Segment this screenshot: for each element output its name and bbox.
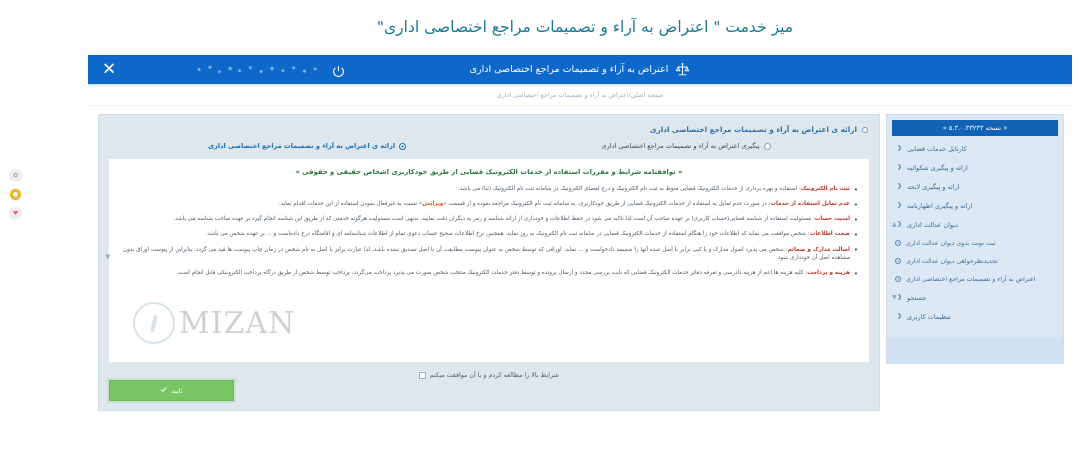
sidebar-subitem-eteraz-ara[interactable]	[891, 270, 1059, 288]
settings-circle-icon[interactable]: ✿	[10, 170, 21, 181]
term-heading: اصالت مدارک و ضمائم	[787, 246, 850, 253]
term-item	[119, 215, 859, 230]
radio-option-submit[interactable]	[110, 142, 504, 150]
main-content	[88, 106, 886, 453]
confirm-button-label: تایید	[171, 386, 183, 395]
radio-option-label: پیگیری اعتراض به آراء و تصمیمات مراجع اختصاصی اداری	[601, 142, 760, 150]
breadcrumb-current: اعتراض به آراء و تصمیمات مراجع اختصاصی اداری	[496, 92, 629, 99]
collapse-chevron-icon[interactable]: ▼	[105, 253, 111, 261]
service-panel	[98, 114, 880, 411]
agreement-terms-list	[119, 185, 859, 285]
action-bar	[109, 380, 234, 401]
alert-circle-icon[interactable]: ●	[10, 189, 21, 200]
bullet-dot-icon	[895, 276, 901, 282]
sidebar-submenu	[891, 234, 1059, 288]
chevron-left-icon: ❮	[897, 201, 903, 209]
term-body: : شخص می پذیرد اصول مدارک و یا کپی برابر با اصل شده آنها را ضمیمه دادخواست و ... نماید. اوراقی که توسط شخص به عنوان پیوست مطابقت آن با اصل تصدیق نشده باشد، لذا عبارت برابر با اصل به نام شخص در زمان چاپ پیوست ها قید می گردد. بنابراین از پیوست اوراق بدون مشاهده اصل آن خودداری شود.	[123, 246, 850, 262]
agreement-consent-checkbox[interactable]	[419, 372, 426, 379]
floating-rail	[10, 170, 21, 219]
check-icon	[160, 386, 167, 395]
bullet-dot-icon	[895, 258, 901, 264]
app-header	[88, 55, 1072, 86]
chevron-left-icon: ❮	[897, 293, 903, 301]
chevron-left-icon: ❮	[897, 144, 903, 152]
sidebar-item-label: اعتراض به آراء و تصمیمات مراجع اختصاصی اداری	[906, 275, 1036, 283]
sidebar-item-label: دیوان عدالت اداری	[907, 220, 958, 229]
sidebar-item-kartabl[interactable]	[891, 139, 1059, 158]
term-item	[119, 230, 859, 245]
chevron-up-icon: ▲	[892, 221, 897, 228]
mode-radio-group	[108, 141, 870, 158]
term-body: : مسئولیت استفاده از شناسه قضایی(حساب کاربری) بر عهده صاحب آن است لذا تاکید می شود در حفظ اطلاعات و خودداری از ارائه شناسه و رمز به دیگران دقت نمایید. بدیهی است مسئولیت هرگونه خدمتی که از طریق این شناسه انجام گیرد بر عهده صاحب شناسه می باشد.	[173, 216, 815, 223]
agreement-consent-label: شرایط بالا را مطالعه کردم و با آن موافقت میکنم	[429, 372, 559, 379]
mizan-watermark	[133, 302, 295, 344]
page-caption: میز خدمت " اعتراض به آراء و تصمیمات مراجع اختصاصی اداری"	[376, 18, 794, 36]
version-badge: « نسخه ۵.۳.۰.۳۳۲۳۳ »	[892, 120, 1058, 136]
mizan-logo-icon	[133, 302, 175, 344]
sidebar-item-label: ارائه و پیگیری شکوائیه	[907, 163, 968, 172]
sidebar-item-label: تنظیمات کاربری	[907, 312, 951, 321]
close-icon[interactable]: ✕	[102, 59, 117, 79]
page-title	[108, 122, 870, 141]
sidebar	[886, 114, 1064, 364]
sidebar-subitem-sabt-nobat-badvi[interactable]	[891, 234, 1059, 252]
sidebar-item-label: ارائه و پیگیری لایحه	[907, 182, 960, 191]
agreement-consent-row	[108, 363, 870, 379]
app-body	[88, 106, 1072, 453]
term-body: : استفاده و بهره برداری از خدمات الکترونیک قضایی منوط به ثبت نام الکترونیک و درج امضای الکترونیک در سامانه ثبت نام الکترونیک (ثنا) می باشد.	[457, 186, 801, 192]
term-item	[119, 246, 859, 270]
breadcrumb-home[interactable]: صفحه اصلی	[630, 92, 664, 99]
confirm-button[interactable]	[109, 380, 234, 401]
term-body: : در صورت عدم تمایل به استفاده از خدمات الکترونیک قضایی از طریق خودکاربری، به سامانه ثبت نام الکترونیک مراجعه نموده و از قسمت «	[443, 201, 771, 208]
radio-option-label: ارائه ی اعتراض به آراء و تصمیمات مراجع اختصاصی اداری	[207, 142, 396, 150]
app-window	[88, 55, 1072, 453]
sidebar-item-user-settings[interactable]	[891, 307, 1059, 326]
sidebar-subitem-tajdidnazar[interactable]	[891, 252, 1059, 270]
breadcrumb-separator: /	[628, 92, 631, 99]
agreement-box	[108, 158, 870, 363]
sidebar-item-shekvaieh[interactable]	[891, 158, 1059, 177]
watermark-text: MIZAN	[179, 305, 296, 341]
radio-checked-icon	[399, 143, 406, 150]
sidebar-item-search[interactable]	[891, 288, 1059, 307]
heart-circle-icon[interactable]: ♥	[10, 208, 21, 219]
sidebar-item-layeheh[interactable]	[891, 177, 1059, 196]
chevron-left-icon: ❮	[897, 312, 903, 320]
term-item	[119, 200, 859, 215]
term-heading: امنیت حساب	[814, 216, 850, 223]
term-item	[119, 185, 859, 200]
scale-of-justice-icon	[675, 62, 690, 77]
term-body: : شخص موافقت می نماید که اطلاعات خود را هنگام استفاده از خدمات الکترونیک قضایی در سامانه ثبت نام الکترونیک به روز نماید. همچنین نرخ اطلاعات صحیح حساب دعوی تمام از اطلاعات شناسنامه ای و اقامتگاه درج داده‌است و ... بر عهده شخص می باشد.	[205, 231, 810, 238]
sidebar-item-label: جستجو	[907, 293, 927, 302]
radio-option-followup[interactable]	[504, 142, 868, 150]
chevron-left-icon: ❮	[897, 163, 903, 171]
app-header-title: اعتراض به آراء و تصمیمات مراجع اختصاصی اداری	[469, 64, 669, 75]
term-item	[119, 269, 859, 284]
term-heading: عدم تمایل استفاده از خدمات	[770, 201, 850, 208]
sidebar-item-divan-edalat[interactable]	[891, 215, 1059, 234]
radio-dot-icon	[862, 127, 868, 133]
chevron-left-icon: ❮	[897, 220, 903, 228]
app-header-title-group	[88, 55, 1072, 84]
sidebar-footer-strip	[887, 337, 1063, 363]
page-title-text: ارائه ی اعتراض به آراء و تصمیمات مراجع اختصاصی اداری	[649, 125, 857, 134]
sidebar-item-label: ارائه و پیگیری اظهارنامه	[907, 201, 973, 210]
breadcrumb	[88, 86, 1072, 106]
bullet-dot-icon	[895, 240, 901, 246]
term-body: : کلیه هزینه ها اعم از هزینه دادرسی و تعرفه دفاتر خدمات الکترونیک قضایی که بابت بررسی مجدد و ارسال پرونده و توسط دفتر خدمات الکترونیک منتخب شخص صورت می پذیرد پرداخت می‌گردد، پرداخت توسط شخص از طریق درگاه پرداخت الکترونیکی قابل انجام است.	[176, 270, 808, 277]
term-edit-link[interactable]: ویرایش	[422, 201, 444, 208]
chevron-down-icon: ▼	[892, 294, 897, 301]
term-heading: هزینه و پرداخت	[807, 270, 850, 277]
sidebar-item-label: ثبت نوبت بدوی دیوان عدالت اداری	[906, 239, 996, 247]
radio-unchecked-icon	[764, 143, 771, 150]
sidebar-item-label: کارتابل خدمات قضایی	[907, 144, 967, 153]
agreement-title: « توافقنامه شرایط و مقررات استفاده از خدمات الکترونیک قضایی از طریق خودکاربری اشخاص حقیقی و حقوقی »	[295, 168, 683, 176]
term-heading: صحت اطلاعات	[809, 231, 850, 238]
chevron-left-icon: ❮	[897, 182, 903, 190]
sidebar-item-label: تجدیدنظرخواهی دیوان عدالت اداری	[906, 257, 998, 265]
sidebar-menu	[887, 136, 1063, 326]
term-heading: ثبت نام الکترونیک	[800, 186, 850, 192]
sidebar-item-ezharnameh[interactable]	[891, 196, 1059, 215]
term-body-continued: » نسبت به غیرفعال نمودن استفاده از این خدمات اقدام نماید.	[278, 201, 423, 208]
